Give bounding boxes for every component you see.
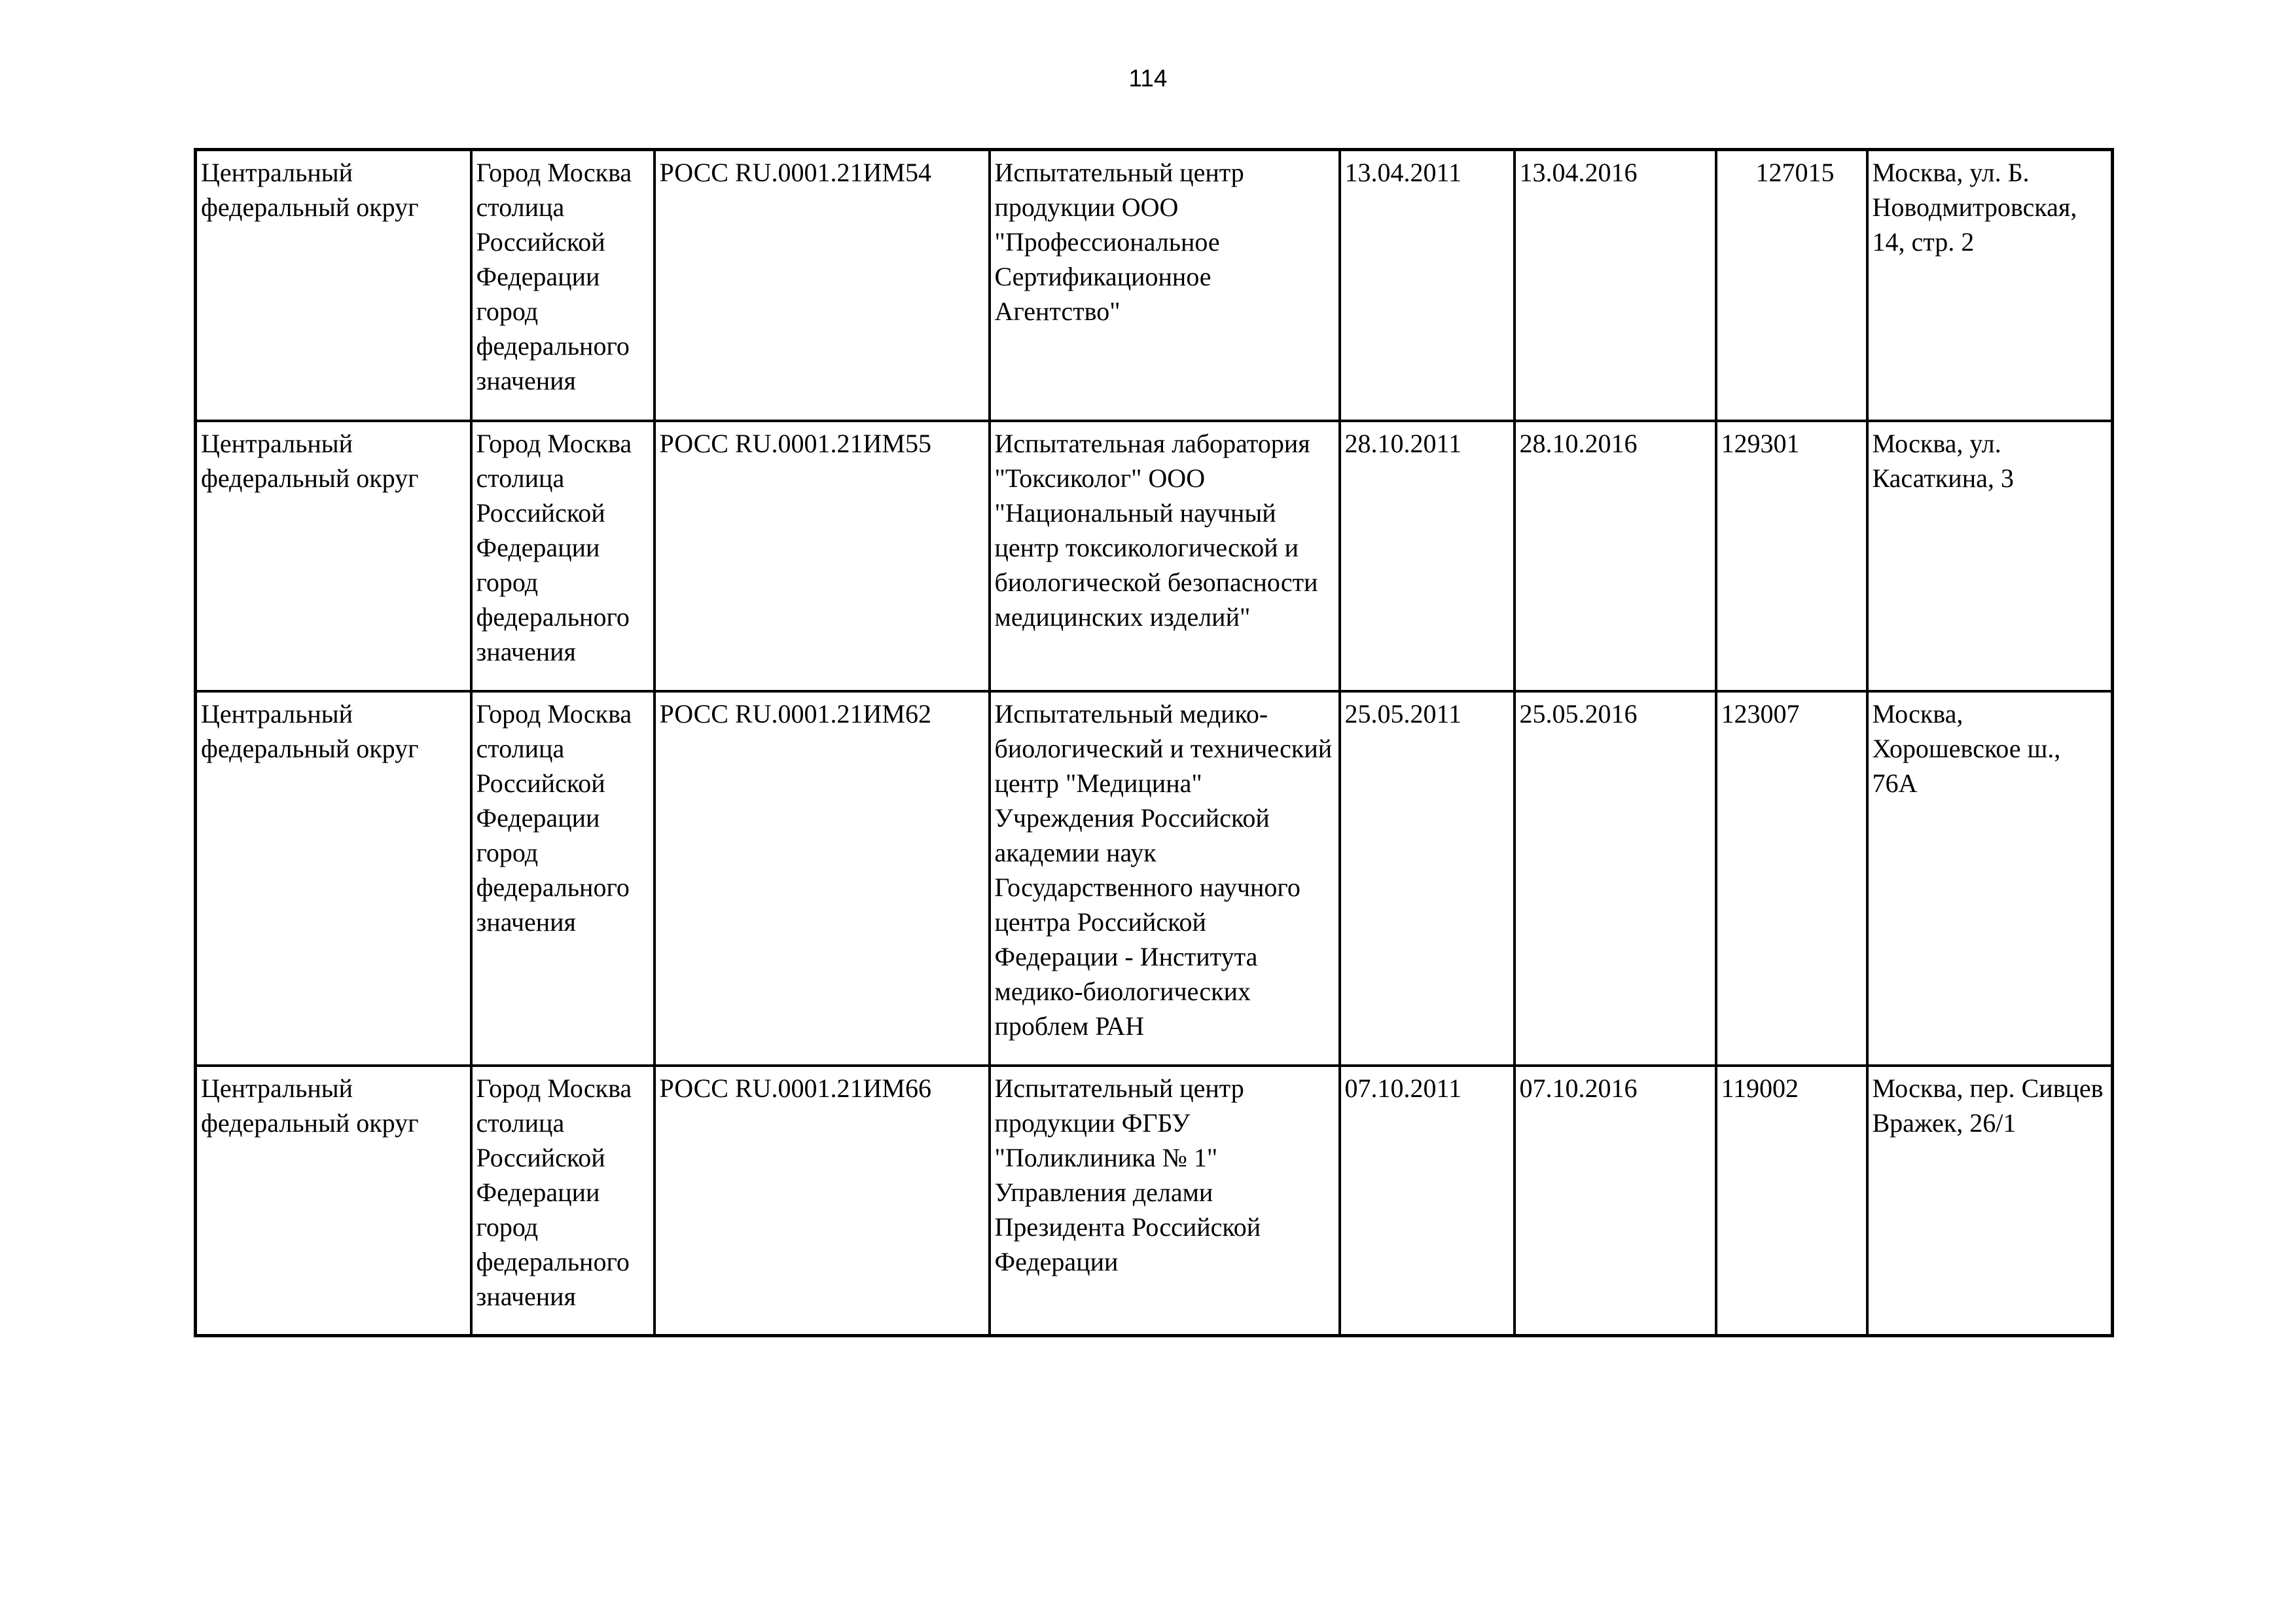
address-cell: Москва, Хорошевское ш., 76А [1867,691,2113,1066]
region-cell: Город Москва столица Российской Федерации город федерального значения [471,1066,655,1336]
date-to-cell: 07.10.2016 [1515,1066,1716,1336]
postal-index-cell: 119002 [1716,1066,1867,1336]
address-cell: Москва, ул. Касаткина, 3 [1867,421,2113,691]
date-from-cell: 07.10.2011 [1340,1066,1515,1336]
table-row [196,1066,2113,1336]
address-cell: Москва, ул. Б. Новодмитровская, 14, стр. 2 [1867,150,2113,421]
date-from-cell: 13.04.2011 [1340,150,1515,421]
date-from-cell: 28.10.2011 [1340,421,1515,691]
date-to-cell: 13.04.2016 [1515,150,1716,421]
region-cell: Город Москва столица Российской Федерации город федерального значения [471,691,655,1066]
table-row [196,150,2113,421]
district-cell: Центральный федеральный округ [196,150,471,421]
reg-number-cell: РОСС RU.0001.21ИМ55 [655,421,990,691]
postal-index-cell: 127015 [1716,150,1867,421]
page-number: 114 [1128,65,1168,92]
table-row [196,421,2113,691]
date-to-cell: 28.10.2016 [1515,421,1716,691]
district-cell: Центральный федеральный округ [196,1066,471,1336]
reg-number-cell: РОСС RU.0001.21ИМ54 [655,150,990,421]
organization-cell: Испытательный медико-биологический и технический центр "Медицина" Учреждения Российской академии наук Государственного научного центра Российской Федерации - Института медико-биологических проблем РАН [990,691,1340,1066]
date-to-cell: 25.05.2016 [1515,691,1716,1066]
district-cell: Центральный федеральный округ [196,691,471,1066]
reg-number-cell: РОСС RU.0001.21ИМ66 [655,1066,990,1336]
region-cell: Город Москва столица Российской Федерации город федерального значения [471,421,655,691]
registry-table [194,148,2114,1337]
reg-number-cell: РОСС RU.0001.21ИМ62 [655,691,990,1066]
postal-index-cell: 123007 [1716,691,1867,1066]
district-cell: Центральный федеральный округ [196,421,471,691]
organization-cell: Испытательная лаборатория "Токсиколог" ООО "Национальный научный центр токсикологической и биологической безопасности медицинских изделий" [990,421,1340,691]
organization-cell: Испытательный центр продукции ФГБУ "Поликлиника № 1" Управления делами Президента Российской Федерации [990,1066,1340,1336]
region-cell: Город Москва столица Российской Федерации город федерального значения [471,150,655,421]
address-cell: Москва, пер. Сивцев Вражек, 26/1 [1867,1066,2113,1336]
organization-cell: Испытательный центр продукции ООО "Профессиональное Сертификационное Агентство" [990,150,1340,421]
date-from-cell: 25.05.2011 [1340,691,1515,1066]
postal-index-cell: 129301 [1716,421,1867,691]
table-row [196,691,2113,1066]
